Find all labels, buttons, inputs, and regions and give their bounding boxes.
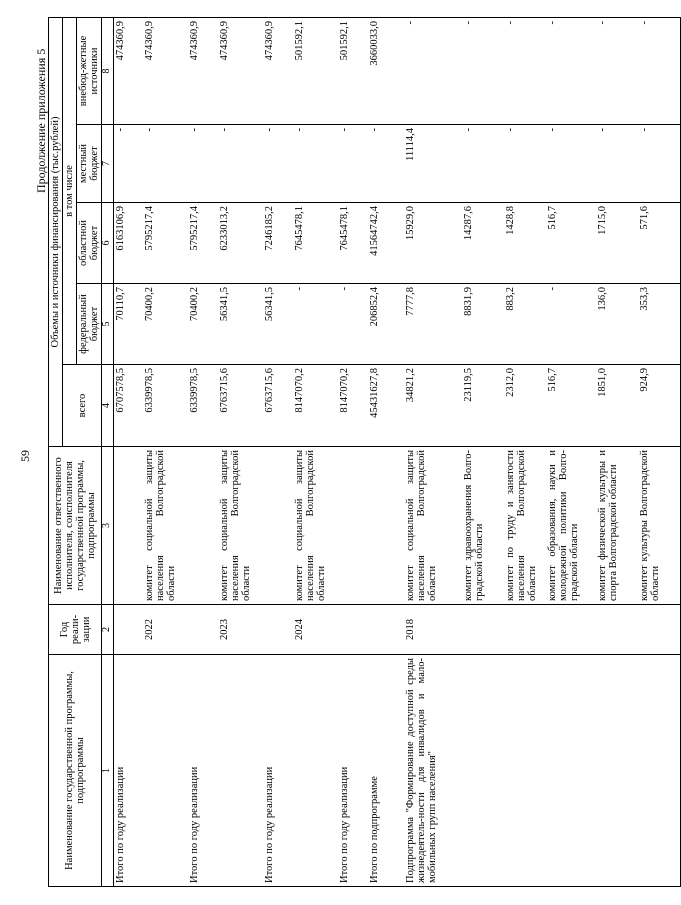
financing-table	[48, 17, 681, 887]
row-name	[638, 655, 680, 887]
row-total: 8147070,2	[338, 365, 368, 447]
row-federal: 70400,2	[188, 284, 218, 365]
row-federal: 883,2	[504, 284, 546, 365]
row-year	[638, 605, 680, 655]
row-federal: 7777,8	[404, 284, 462, 365]
row-federal: -	[338, 284, 368, 365]
row-extrabudget: -	[596, 17, 638, 124]
row-name	[546, 655, 596, 887]
row-local: -	[546, 125, 596, 203]
table-row	[546, 17, 596, 886]
row-executor: комитет культуры Волгоградской области	[638, 447, 680, 605]
row-extrabudget: 474360,9	[143, 17, 188, 124]
row-local: -	[596, 125, 638, 203]
row-executor	[188, 447, 218, 605]
row-total: 6763715,6	[263, 365, 293, 447]
row-regional: 6233013,2	[218, 203, 263, 284]
table-row	[293, 17, 338, 886]
table-row	[263, 17, 293, 886]
row-total: 6339978,5	[143, 365, 188, 447]
row-executor: комитет здравоохранения Волго-градской области	[462, 447, 504, 605]
row-local: 11114,4	[404, 125, 462, 203]
row-executor: комитет социальной защиты населения Волгоградской области	[293, 447, 338, 605]
row-extrabudget: -	[638, 17, 680, 124]
row-executor	[263, 447, 293, 605]
row-executor	[113, 447, 143, 605]
table-row	[218, 17, 263, 886]
row-name	[293, 655, 338, 887]
row-federal: 56341,5	[218, 284, 263, 365]
row-year	[338, 605, 368, 655]
row-regional: 571,6	[638, 203, 680, 284]
row-year	[462, 605, 504, 655]
header-federal: федеральный бюджет	[77, 284, 102, 365]
row-local: -	[218, 125, 263, 203]
row-local: -	[368, 125, 404, 203]
column-number: 2	[102, 605, 114, 655]
row-extrabudget: 3660033,0	[368, 17, 404, 124]
row-total: 8147070,2	[293, 365, 338, 447]
row-executor: комитет социальной защиты населения Волгоградской области	[218, 447, 263, 605]
row-year	[504, 605, 546, 655]
row-year	[368, 605, 404, 655]
row-extrabudget: -	[546, 17, 596, 124]
row-federal: -	[546, 284, 596, 365]
row-executor	[368, 447, 404, 605]
row-executor: комитет социальной защиты населения Волгоградской области	[143, 447, 188, 605]
row-name: Итого по подпрограмме	[368, 655, 404, 887]
row-regional: 1428,8	[504, 203, 546, 284]
row-executor	[338, 447, 368, 605]
column-number: 7	[102, 125, 114, 203]
row-federal: 70110,7	[113, 284, 143, 365]
row-federal: 8831,9	[462, 284, 504, 365]
row-regional: 5795217,4	[143, 203, 188, 284]
row-year: 2023	[218, 605, 263, 655]
row-year	[113, 605, 143, 655]
table-row	[338, 17, 368, 886]
row-extrabudget: -	[504, 17, 546, 124]
table-row	[368, 17, 404, 886]
table-row	[188, 17, 218, 886]
row-extrabudget: 501592,1	[293, 17, 338, 124]
row-federal: 56341,5	[263, 284, 293, 365]
row-name: Итого по году реализации	[263, 655, 293, 887]
row-local: -	[293, 125, 338, 203]
row-regional: 6163106,9	[113, 203, 143, 284]
row-total: 45431627,8	[368, 365, 404, 447]
row-regional: 41564742,4	[368, 203, 404, 284]
table-row	[113, 17, 143, 886]
header-total: всего	[63, 365, 102, 447]
row-regional: 516,7	[546, 203, 596, 284]
row-year	[263, 605, 293, 655]
row-local: -	[504, 125, 546, 203]
row-federal: -	[293, 284, 338, 365]
table-body	[113, 17, 680, 886]
table-row	[143, 17, 188, 886]
column-number: 1	[102, 655, 114, 887]
table-row	[504, 17, 546, 886]
row-regional: 14287,6	[462, 203, 504, 284]
column-number: 5	[102, 284, 114, 365]
header-extrabudget: внебюд-жетные источники	[77, 17, 102, 124]
row-name	[504, 655, 546, 887]
table-row	[462, 17, 504, 886]
row-extrabudget: 474360,9	[188, 17, 218, 124]
row-regional: 7246185,2	[263, 203, 293, 284]
page-number: 59	[18, 450, 32, 462]
row-total: 516,7	[546, 365, 596, 447]
row-name	[462, 655, 504, 887]
row-regional: 7645478,1	[338, 203, 368, 284]
column-number: 3	[102, 447, 114, 605]
column-number: 4	[102, 365, 114, 447]
row-year	[596, 605, 638, 655]
row-name: Итого по году реализации	[338, 655, 368, 887]
row-local: -	[338, 125, 368, 203]
row-year: 2024	[293, 605, 338, 655]
row-total: 1851,0	[596, 365, 638, 447]
header-incl: в том числе	[63, 17, 77, 364]
row-extrabudget: 501592,1	[338, 17, 368, 124]
row-extrabudget: 474360,9	[263, 17, 293, 124]
row-executor: комитет социальной защиты населения Волгоградской области	[404, 447, 462, 605]
row-executor: комитет по труду и занятости населения Волгоградской области	[504, 447, 546, 605]
row-year: 2022	[143, 605, 188, 655]
header-year: Год реали-зации	[49, 605, 102, 655]
row-total: 2312,0	[504, 365, 546, 447]
row-name: Итого по году реализации	[113, 655, 143, 887]
row-federal: 206852,4	[368, 284, 404, 365]
row-year	[546, 605, 596, 655]
row-total: 6763715,6	[218, 365, 263, 447]
row-local: -	[462, 125, 504, 203]
table-row	[404, 17, 462, 886]
row-total: 6339978,5	[188, 365, 218, 447]
row-extrabudget: 474360,9	[113, 17, 143, 124]
row-total: 23119,5	[462, 365, 504, 447]
row-regional: 7645478,1	[293, 203, 338, 284]
row-federal: 136,0	[596, 284, 638, 365]
continuation-label: Продолжение приложения 5	[34, 48, 48, 193]
row-regional: 15929,0	[404, 203, 462, 284]
row-name	[143, 655, 188, 887]
row-executor: комитет физической культуры и спорта Волгоградской области	[596, 447, 638, 605]
header-volumes: Объемы и источники финансирования (тыс.рублей)	[49, 17, 63, 446]
header-program-name: Наименование государственной программы, подпрограммы	[49, 655, 102, 887]
row-name	[596, 655, 638, 887]
header-regional: областной бюджет	[77, 203, 102, 284]
header-executor: Наименование ответственного исполнителя, соисполнителя государственной программы, подпрограммы	[49, 447, 102, 605]
row-local: -	[143, 125, 188, 203]
header-local: местный бюджет	[77, 125, 102, 203]
row-extrabudget: -	[462, 17, 504, 124]
row-name: Итого по году реализации	[188, 655, 218, 887]
row-executor: комитет образования, науки и молодежной политики Волго-градской области	[546, 447, 596, 605]
row-extrabudget: 474360,9	[218, 17, 263, 124]
row-local: -	[263, 125, 293, 203]
column-number: 6	[102, 203, 114, 284]
row-year	[188, 605, 218, 655]
row-regional: 1715,0	[596, 203, 638, 284]
row-total: 924,9	[638, 365, 680, 447]
row-total: 34821,2	[404, 365, 462, 447]
row-local: -	[113, 125, 143, 203]
row-federal: 353,3	[638, 284, 680, 365]
table-row	[638, 17, 680, 886]
table-row	[596, 17, 638, 886]
column-number-row	[102, 17, 114, 886]
column-number: 8	[102, 17, 114, 124]
row-name	[218, 655, 263, 887]
row-extrabudget: -	[404, 17, 462, 124]
row-local: -	[638, 125, 680, 203]
row-total: 6707578,5	[113, 365, 143, 447]
row-regional: 5795217,4	[188, 203, 218, 284]
row-year: 2018	[404, 605, 462, 655]
row-name: Подпрограмма "Формирование доступной среды жизнедеятель-ности для инвалидов и мало-мобильных групп населения"	[404, 655, 462, 887]
row-federal: 70400,2	[143, 284, 188, 365]
row-local: -	[188, 125, 218, 203]
